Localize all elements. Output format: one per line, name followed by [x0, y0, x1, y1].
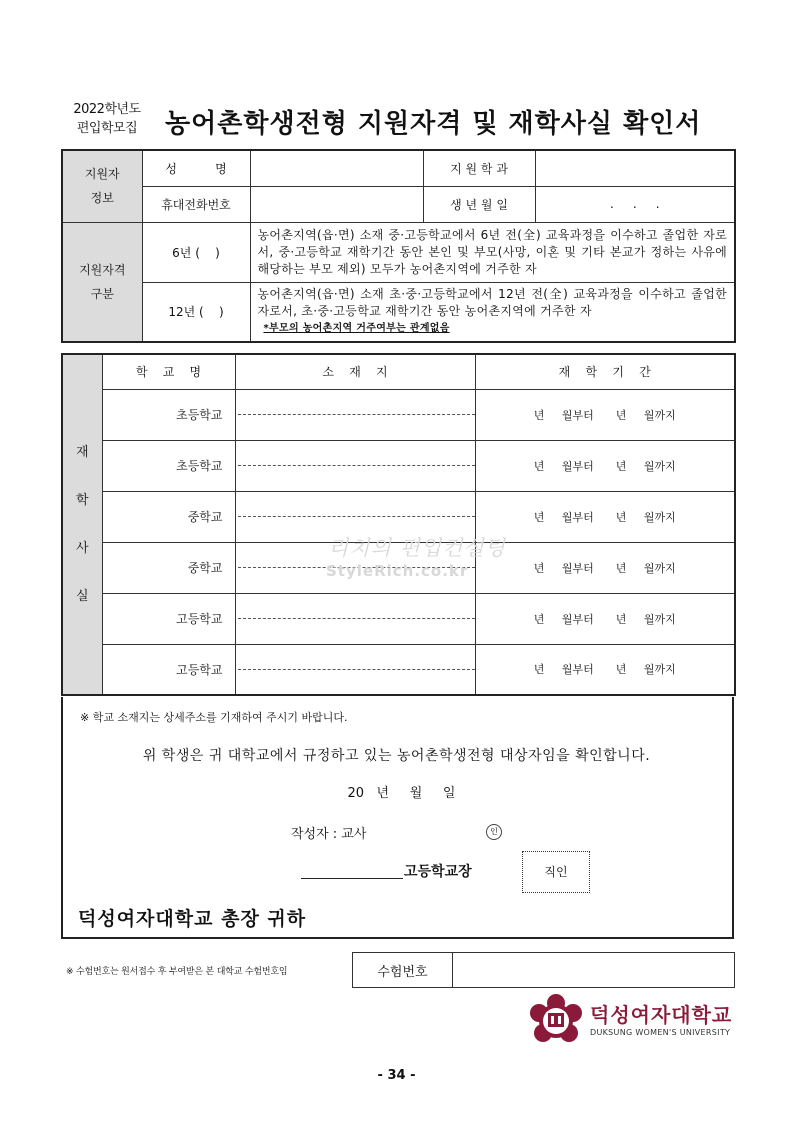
- table-row: [62, 644, 735, 695]
- school-name[interactable]: 고등학교: [102, 644, 235, 695]
- watermark-text: 리치의 편입컨설팅: [328, 536, 506, 560]
- exam-number-field[interactable]: [453, 953, 735, 988]
- col-period-header: 재 학 기 간: [475, 354, 735, 389]
- school-name-line[interactable]: [301, 878, 403, 879]
- seal-mark: 인: [486, 824, 502, 840]
- option-12-text: 농어촌지역(읍·면) 소재 초·중·고등학교에서 12년 전(全) 교육과정을 이수하고 졸업한 자로서, 초·중·고등학교 재학기간 동안 농어촌지역에 거주한 자: [257, 287, 727, 319]
- school-name[interactable]: 고등학교: [102, 593, 235, 644]
- enrollment-section-label: 재 학 사 실: [62, 354, 102, 695]
- address-note: ※ 학교 소재지는 상세주소를 기재하여 주시기 바랍니다.: [80, 711, 348, 724]
- table-row: [62, 440, 735, 491]
- period-field[interactable]: 년 월부터 년 월까지: [475, 593, 735, 644]
- option-12-year[interactable]: 12년 ( ): [142, 282, 250, 342]
- location-field[interactable]: [235, 440, 475, 491]
- page-number: - 34 -: [377, 1068, 416, 1083]
- writer-label: 작성자 : 교사: [291, 827, 367, 842]
- year-line-1: 2022학년도: [73, 102, 141, 117]
- recipient: 덕성여자대학교 총장 귀하: [78, 908, 307, 930]
- confirmation-box: [61, 697, 734, 939]
- principal-label: 고등학교장: [404, 864, 472, 880]
- location-field[interactable]: [235, 389, 475, 440]
- date-line[interactable]: 20 년 월 일: [347, 786, 456, 801]
- official-seal-box: 직인: [522, 851, 590, 893]
- period-field[interactable]: 년 월부터 년 월까지: [475, 389, 735, 440]
- table-row: [62, 389, 735, 440]
- logo-name-ko: 덕성여자대학교: [590, 1003, 733, 1027]
- birth-label: 생 년 월 일: [423, 186, 535, 222]
- university-logo: [528, 993, 738, 1049]
- phone-label: 휴대전화번호: [142, 186, 250, 222]
- watermark-url: StyleRich.co.kr: [326, 562, 469, 580]
- enrollment-table: [61, 353, 736, 696]
- location-field[interactable]: [235, 593, 475, 644]
- col-location-header: 소 재 지: [235, 354, 475, 389]
- option-12-note: *부모의 농어촌지역 거주여부는 관계없음: [263, 323, 450, 335]
- exam-number-table: [352, 952, 735, 988]
- period-field[interactable]: 년 월부터 년 월까지: [475, 542, 735, 593]
- table-row: [62, 593, 735, 644]
- col-school-header: 학 교 명: [102, 354, 235, 389]
- name-field[interactable]: [250, 150, 423, 186]
- applicant-info-table: [61, 149, 736, 343]
- period-field[interactable]: 년 월부터 년 월까지: [475, 491, 735, 542]
- school-name[interactable]: 중학교: [102, 542, 235, 593]
- phone-field[interactable]: [250, 186, 423, 222]
- option-6-description: 농어촌지역(읍·면) 소재 중·고등학교에서 6년 전(全) 교육과정을 이수하고 졸업한 자로서, 중·고등학교 재학기간 동안 본인 및 부모(사망, 이혼 및 기타 본교가 정하는 사유에 해당하는 부모 제외) 모두가 농어촌지역에 거주한 자: [250, 222, 735, 282]
- option-6-year[interactable]: 6년 ( ): [142, 222, 250, 282]
- qualification-section-label: 지원자격 구분: [62, 222, 142, 342]
- school-name[interactable]: 중학교: [102, 491, 235, 542]
- period-field[interactable]: 년 월부터 년 월까지: [475, 440, 735, 491]
- period-field[interactable]: 년 월부터 년 월까지: [475, 644, 735, 695]
- school-name[interactable]: 초등학교: [102, 389, 235, 440]
- university-emblem-icon: [528, 993, 584, 1049]
- school-name[interactable]: 초등학교: [102, 440, 235, 491]
- name-label: 성 명: [142, 150, 250, 186]
- recruitment-year-label: [62, 100, 152, 138]
- location-field[interactable]: [235, 644, 475, 695]
- department-label: 지 원 학 과: [423, 150, 535, 186]
- confirmation-statement: 위 학생은 귀 대학교에서 규정하고 있는 농어촌학생전형 대상자임을 확인합니다.: [142, 748, 651, 764]
- department-field[interactable]: [535, 150, 735, 186]
- exam-number-note: ※ 수험번호는 원서접수 후 부여받은 본 대학교 수험번호임: [66, 967, 288, 977]
- year-line-2: 편입학모집: [76, 121, 138, 136]
- applicant-section-label: 지원자 정보: [62, 150, 142, 222]
- exam-number-label: 수험번호: [353, 953, 453, 988]
- option-12-description: [250, 282, 735, 342]
- birth-field[interactable]: . . .: [535, 186, 735, 222]
- logo-name-en: DUKSUNG WOMEN'S UNIVERSITY: [590, 1028, 731, 1037]
- page-title: 농어촌학생전형 지원자격 및 재학사실 확인서: [165, 109, 702, 139]
